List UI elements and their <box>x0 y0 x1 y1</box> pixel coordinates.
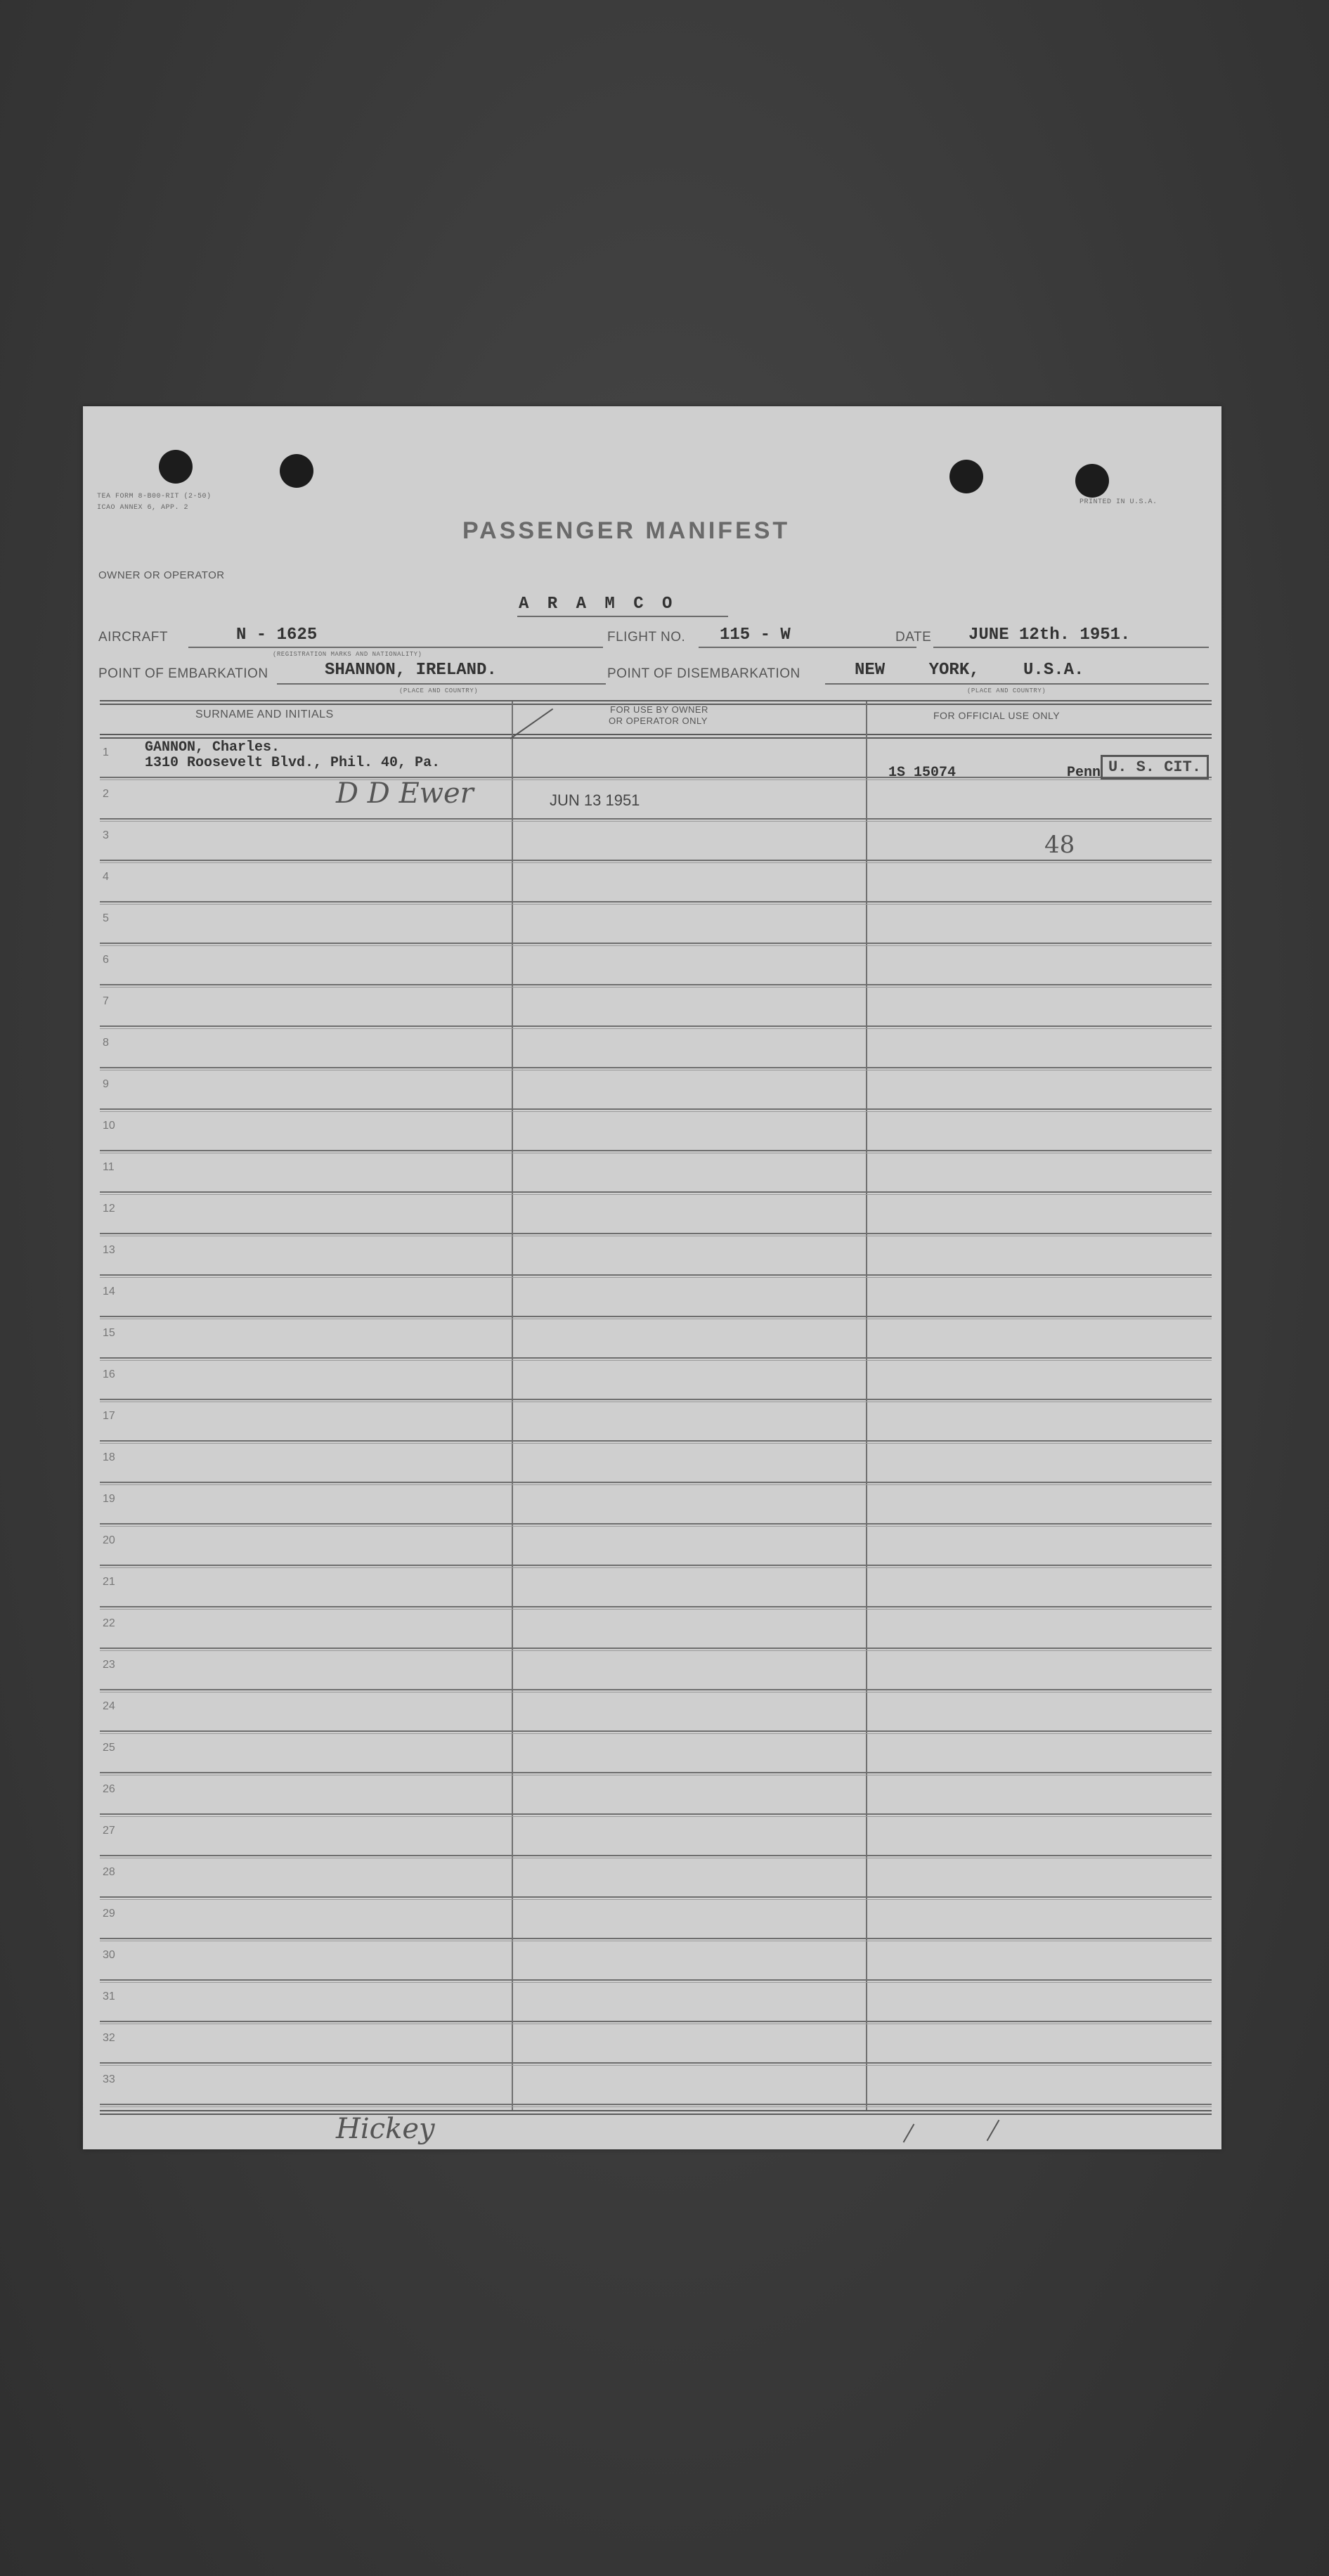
row-number: 33 <box>103 2073 115 2085</box>
row-line <box>100 1565 1212 1566</box>
row-number: 18 <box>103 1451 115 1463</box>
row-line <box>100 860 1212 861</box>
row-number: 3 <box>103 829 109 841</box>
row-number: 16 <box>103 1368 115 1380</box>
row-number: 15 <box>103 1327 115 1339</box>
punch-hole <box>159 450 193 484</box>
row-number: 23 <box>103 1659 115 1671</box>
row-line <box>100 1733 1212 1734</box>
table-bottom-border <box>100 2110 1212 2115</box>
date-value: JUNE 12th. 1951. <box>968 626 1131 645</box>
row-line <box>100 1277 1212 1278</box>
row-line <box>100 1316 1212 1317</box>
embarkation-label: POINT OF EMBARKATION <box>98 666 268 681</box>
official-number: 1S 15074 <box>888 765 957 781</box>
official-state: Penn <box>1067 765 1101 781</box>
row-number: 6 <box>103 954 109 966</box>
row-number: 31 <box>103 1991 115 2002</box>
aircraft-value: N - 1625 <box>236 626 318 645</box>
row-line <box>100 984 1212 985</box>
row-line <box>100 2106 1212 2107</box>
row-line <box>100 779 1212 780</box>
row-line <box>100 1150 1212 1151</box>
manifest-sheet <box>83 406 1221 2149</box>
row-line <box>100 1979 1212 1981</box>
embarkation-underline <box>277 683 606 685</box>
row-number: 2 <box>103 788 109 800</box>
row-line <box>100 777 1212 778</box>
footer-signature: Hickey <box>336 2113 435 2145</box>
surname-header: SURNAME AND INITIALS <box>195 708 334 720</box>
punch-hole <box>1075 464 1109 498</box>
row-line <box>100 1899 1212 1900</box>
aircraft-subcaption: (REGISTRATION MARKS AND NATIONALITY) <box>273 651 422 658</box>
footer-pen-stroke <box>903 2124 915 2143</box>
owner-underline <box>517 616 728 617</box>
row-line <box>100 1482 1212 1483</box>
row-line <box>100 1191 1212 1193</box>
row-line <box>100 1567 1212 1568</box>
row-line <box>100 1609 1212 1610</box>
row-line <box>100 1108 1212 1110</box>
row-line <box>100 1816 1212 1817</box>
date-label: DATE <box>895 630 932 645</box>
printed-note: PRINTED IN U.S.A. <box>1080 498 1158 506</box>
row-line <box>100 904 1212 905</box>
owner-use-header-2: OR OPERATOR ONLY <box>609 716 708 726</box>
owner-use-header-1: FOR USE BY OWNER <box>610 704 708 715</box>
row-line <box>100 1360 1212 1361</box>
row-number: 9 <box>103 1078 109 1090</box>
flight-label: FLIGHT NO. <box>607 630 686 645</box>
row-line <box>100 2104 1212 2105</box>
row-line <box>100 901 1212 902</box>
row-number: 28 <box>103 1866 115 1878</box>
citizen-stamp: U. S. CIT. <box>1101 755 1209 779</box>
row-line <box>100 1194 1212 1195</box>
row-line <box>100 1274 1212 1276</box>
row-line <box>100 987 1212 988</box>
owner-value: A R A M C O <box>519 595 677 614</box>
row-line <box>100 1357 1212 1359</box>
row-number: 12 <box>103 1203 115 1215</box>
row-line <box>100 1484 1212 1485</box>
punch-hole <box>280 454 313 488</box>
table-header-border <box>100 734 1212 739</box>
row-number: 26 <box>103 1783 115 1795</box>
punch-hole <box>949 460 983 493</box>
row-number: 30 <box>103 1949 115 1961</box>
row-line <box>100 1896 1212 1898</box>
row-number: 20 <box>103 1534 115 1546</box>
row-line <box>100 1689 1212 1690</box>
row-line <box>100 1938 1212 1939</box>
row-number: 22 <box>103 1617 115 1629</box>
row-line <box>100 1067 1212 1068</box>
row-line <box>100 1855 1212 1856</box>
row-line <box>100 1606 1212 1607</box>
row-line <box>100 1982 1212 1983</box>
flight-underline <box>699 647 916 648</box>
row-line <box>100 945 1212 946</box>
official-use-header: FOR OFFICIAL USE ONLY <box>933 710 1061 721</box>
row-number: 24 <box>103 1700 115 1712</box>
aircraft-underline <box>188 647 603 648</box>
row-number: 25 <box>103 1742 115 1754</box>
row-line <box>100 1111 1212 1112</box>
row-line <box>100 1526 1212 1527</box>
row-number: 19 <box>103 1493 115 1505</box>
row-line <box>100 1772 1212 1773</box>
form-number: TEA FORM 8-B00-RIT (2-50) <box>97 493 212 500</box>
footer-pen-stroke <box>987 2120 1000 2141</box>
disembarkation-subcaption: (PLACE AND COUNTRY) <box>967 687 1046 694</box>
date-stamp: JUN 13 1951 <box>550 791 640 809</box>
row-line <box>100 821 1212 822</box>
row-line <box>100 818 1212 820</box>
disembarkation-underline <box>825 683 1209 685</box>
flight-value: 115 - W <box>720 626 791 645</box>
icao-reference: ICAO ANNEX 6, APP. 2 <box>97 504 189 512</box>
row-line <box>100 1813 1212 1815</box>
row-number: 27 <box>103 1825 115 1837</box>
row-number: 7 <box>103 995 109 1007</box>
disembarkation-label: POINT OF DISEMBARKATION <box>607 666 800 681</box>
row-number: 29 <box>103 1908 115 1920</box>
row-line <box>100 943 1212 944</box>
row-number: 8 <box>103 1037 109 1049</box>
passenger-name: GANNON, Charles. <box>145 739 280 756</box>
row-number: 21 <box>103 1576 115 1588</box>
row-line <box>100 1233 1212 1234</box>
row-number: 10 <box>103 1120 115 1132</box>
row-number: 1 <box>103 746 109 758</box>
row-number: 11 <box>103 1161 115 1173</box>
row-line <box>100 2062 1212 2064</box>
row-number: 5 <box>103 912 109 924</box>
aircraft-label: AIRCRAFT <box>98 630 168 645</box>
row-line <box>100 2065 1212 2066</box>
officer-signature: D D Ewer <box>336 777 474 810</box>
row-line <box>100 1025 1212 1027</box>
row-number: 4 <box>103 871 109 883</box>
page-title: PASSENGER MANIFEST <box>462 517 791 544</box>
row-line <box>100 1730 1212 1732</box>
embarkation-subcaption: (PLACE AND COUNTRY) <box>399 687 479 694</box>
row-number: 17 <box>103 1410 115 1422</box>
date-underline <box>933 647 1209 648</box>
passenger-address: 1310 Roosevelt Blvd., Phil. 40, Pa. <box>145 755 441 771</box>
row-line <box>100 1028 1212 1029</box>
row-line <box>100 1650 1212 1651</box>
row-line <box>100 1399 1212 1400</box>
row-line <box>100 1443 1212 1444</box>
row-line <box>100 1523 1212 1525</box>
row-line <box>100 1648 1212 1649</box>
owner-label: OWNER OR OPERATOR <box>98 569 225 581</box>
handwritten-number: 48 <box>1044 831 1075 859</box>
row-line <box>100 1440 1212 1442</box>
embarkation-value: SHANNON, IRELAND. <box>325 661 497 680</box>
row-line <box>100 2021 1212 2022</box>
row-number: 14 <box>103 1286 115 1297</box>
disembarkation-value: NEW YORK, U.S.A. <box>855 661 1084 680</box>
row-number: 13 <box>103 1244 115 1256</box>
row-number: 32 <box>103 2032 115 2044</box>
row-line <box>100 862 1212 863</box>
